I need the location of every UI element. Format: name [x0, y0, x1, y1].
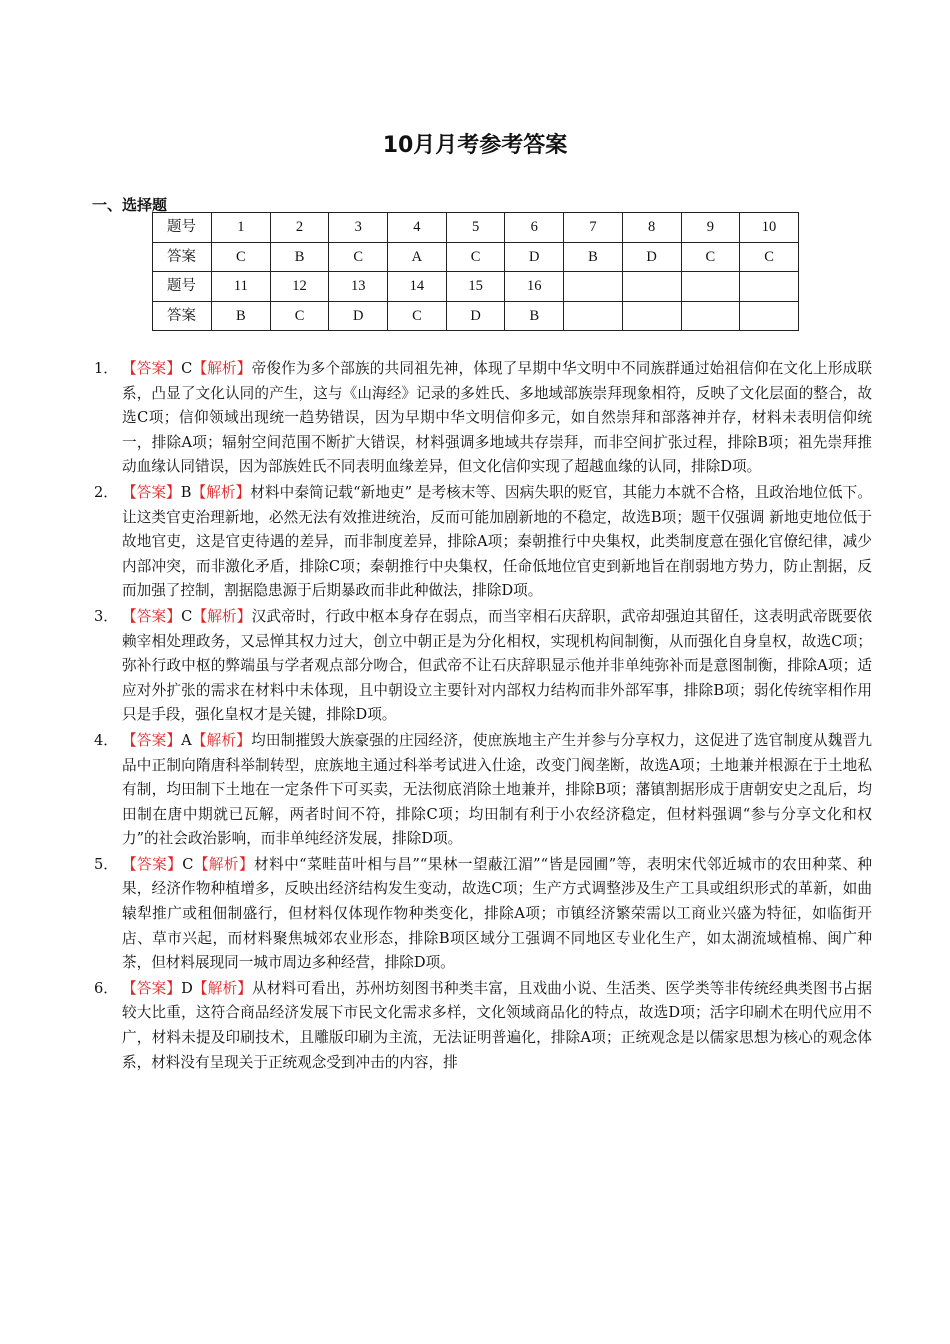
table-cell: C [212, 242, 271, 272]
item-number: 6． [94, 979, 118, 997]
answer-item [90, 977, 872, 1075]
table-cell [564, 301, 623, 331]
answer-tag: 【答案】 [122, 483, 181, 501]
answer-letter: A [181, 731, 192, 749]
table-cell: 9 [681, 213, 740, 243]
table-row-label: 题号 [153, 213, 212, 243]
table-cell: B [564, 242, 623, 272]
table-row [153, 213, 799, 243]
answer-tag: 【答案】 [122, 360, 182, 377]
table-row [153, 301, 799, 331]
answer-tag: 【答案】 [122, 855, 183, 873]
answer-tag: 【答案】 [122, 979, 182, 997]
table-cell: 5 [446, 213, 505, 243]
page-title: 10月月考参考答案 [382, 133, 568, 158]
analysis-text: 从材料可看出，苏州坊刻图书种类丰富，且戏曲小说、生活类、医学类等非传统经典类图书占据较大比重，这符合商品经济发展下市民文化需求多样，文化领域商品化的特点，故选D项；活字印刷术在明代应用不广，材料未提及印刷技术，且雕版印刷为主流，无法证明普遍化，排除A项；正统观念是以儒家思想为核心的观念体系，材料没有呈现关于正统观念受到冲击的内容，排 [122, 979, 872, 1071]
table-cell: 4 [388, 213, 447, 243]
table-cell: A [388, 242, 447, 272]
answer-table-body [153, 213, 799, 331]
section-heading: 一、选择题 [92, 196, 168, 214]
table-row [153, 242, 799, 272]
table-cell: B [270, 242, 329, 272]
table-cell: 11 [212, 272, 271, 302]
analysis-text: 材料中秦简记载“新地吏” 是考核末等、因病失职的贬官，其能力本就不合格，且政治地位低下。让这类官吏治理新地，必然无法有效推进统治，反而可能加剧新地的不稳定，故选B项；题干仅强调 新地吏地位低于故地官吏，这是官吏待遇的差异，而非制度差异，排除A项；秦朝推行中央集权，此类制度意在强化官僚纪律，减少内部冲突，而非激化矛盾，排除C项；秦朝推行中央集权，任命低地位官吏到新地旨在削弱地方势力，防止割据，反而加强了控制，割据隐患源于后期暴政而非此种做法，排除D项。 [122, 483, 872, 600]
analysis-text: 材料中“菜畦苗叶相与昌”“果林一望蔽江湄”“皆是园圃”等，表明宋代邻近城市的农田种菜、种果，经济作物种植增多，反映出经济结构发生变动，故选C项；生产方式调整涉及生产工具或组织形式的革新，如曲辕犁推广或租佃制盛行，但材料仅体现作物种类变化，排除A项；市镇经济繁荣需以工商业兴盛为特征，如临街开店、草市兴起，而材料聚焦城郊农业形态，排除B项区域分工强调不同地区专业化生产，如太湖流域植棉、闽广种茶，但材料展现同一城市周边多种经营，排除D项。 [122, 855, 872, 972]
table-cell: D [329, 301, 388, 331]
table-cell [622, 301, 681, 331]
item-number: 5． [94, 855, 118, 873]
analysis-text: 均田制摧毁大族豪强的庄园经济，使庶族地主产生并参与分享权力，这促进了选官制度从魏晋九品中正制向隋唐科举制转型，庶族地主通过科举考试进入仕途，改变门阀垄断，故选A项；土地兼并根源在于土地私有制，均田制下土地在一定条件下可买卖，无法彻底消除土地兼并，排除B项；藩镇割据形成于唐朝安史之乱后，均田制在唐中期就已瓦解，两者时间不符，排除C项；均田制有利于小农经济稳定，但材料强调“参与分享文化和权力”的社会政治影响，而非单纯经济发展，排除D项。 [122, 731, 872, 848]
answer-letter: C [182, 855, 194, 873]
table-cell: C [740, 242, 799, 272]
item-number: 1． [94, 360, 118, 377]
item-number: 2． [94, 483, 118, 501]
table-cell [740, 301, 799, 331]
table-cell: 12 [270, 272, 329, 302]
table-cell: B [212, 301, 271, 331]
table-cell: C [388, 301, 447, 331]
answer-explanations [90, 357, 872, 1076]
analysis-tag: 【解析】 [192, 607, 252, 625]
item-number: 3． [94, 607, 118, 625]
table-cell: 2 [270, 213, 329, 243]
table-cell: 6 [505, 213, 564, 243]
analysis-text: 汉武帝时，行政中枢本身存在弱点，而当宰相石庆辞职，武帝却强迫其留任，这表明武帝既要依赖宰相处理政务，又忌惮其权力过大，创立中朝正是为分化相权，实现机构间制衡，从而强化自身皇权，故选C项；弥补行政中枢的弊端虽与学者观点部分吻合，但武帝不让石庆辞职显示他并非单纯弥补而是意图制衡，排除A项；适应对外扩张的需求在材料中未体现，且中朝设立主要针对内部权力结构而非外部军事，排除B项；弱化传统宰相作用只是手段，强化皇权才是关键，排除D项。 [122, 607, 872, 724]
answer-table [152, 212, 799, 331]
answer-tag: 【答案】 [122, 607, 182, 625]
item-number: 4． [94, 731, 118, 749]
table-cell [622, 272, 681, 302]
table-cell [740, 272, 799, 302]
table-cell: D [622, 242, 681, 272]
analysis-tag: 【解析】 [193, 855, 255, 873]
table-cell: 8 [622, 213, 681, 243]
analysis-tag: 【解析】 [192, 979, 252, 997]
table-cell: 1 [212, 213, 271, 243]
table-cell: D [446, 301, 505, 331]
table-cell [681, 272, 740, 302]
table-cell: D [505, 242, 564, 272]
table-cell [681, 301, 740, 331]
table-row-label: 答案 [153, 301, 212, 331]
table-cell: 15 [446, 272, 505, 302]
table-row-label: 题号 [153, 272, 212, 302]
answer-item [90, 729, 872, 852]
table-cell: C [270, 301, 329, 331]
answer-tag: 【答案】 [122, 731, 182, 749]
table-cell: 7 [564, 213, 623, 243]
analysis-tag: 【解析】 [191, 731, 252, 749]
table-cell: C [446, 242, 505, 272]
table-row-label: 答案 [153, 242, 212, 272]
table-cell: B [505, 301, 564, 331]
table-cell: 13 [329, 272, 388, 302]
table-cell: 16 [505, 272, 564, 302]
answer-letter: C [181, 607, 193, 625]
answer-item [90, 481, 872, 604]
table-cell: 10 [740, 213, 799, 243]
answer-item [90, 357, 872, 480]
answer-item [90, 605, 872, 728]
table-cell: 3 [329, 213, 388, 243]
analysis-tag: 【解析】 [191, 483, 251, 501]
answer-letter: D [181, 979, 193, 997]
table-cell [564, 272, 623, 302]
table-cell: 14 [388, 272, 447, 302]
table-cell: C [329, 242, 388, 272]
answer-letter: C [181, 360, 193, 377]
answer-item [90, 853, 872, 976]
table-cell: C [681, 242, 740, 272]
analysis-tag: 【解析】 [192, 360, 252, 377]
table-row [153, 272, 799, 302]
answer-letter: B [180, 483, 192, 501]
analysis-text: 帝俊作为多个部族的共同祖先神，体现了早期中华文明中不同族群通过始祖信仰在文化上形成联系，凸显了文化认同的产生，这与《山海经》记录的多姓氏、多地域部族崇拜现象相符，反映了文化层面的整合，故选C项；信仰领域出现统一趋势错误，因为早期中华文明信仰多元，如自然崇拜和部落神并存，材料未表明信仰统一，排除A项；辐射空间范围不断扩大错误，材料强调多地域共存崇拜，而非空间扩张过程，排除B项；祖先崇拜推动血缘认同错误，因为部族姓氏不同表明血缘差异，但文化信仰实现了超越血缘的认同，排除D项。 [122, 360, 872, 476]
